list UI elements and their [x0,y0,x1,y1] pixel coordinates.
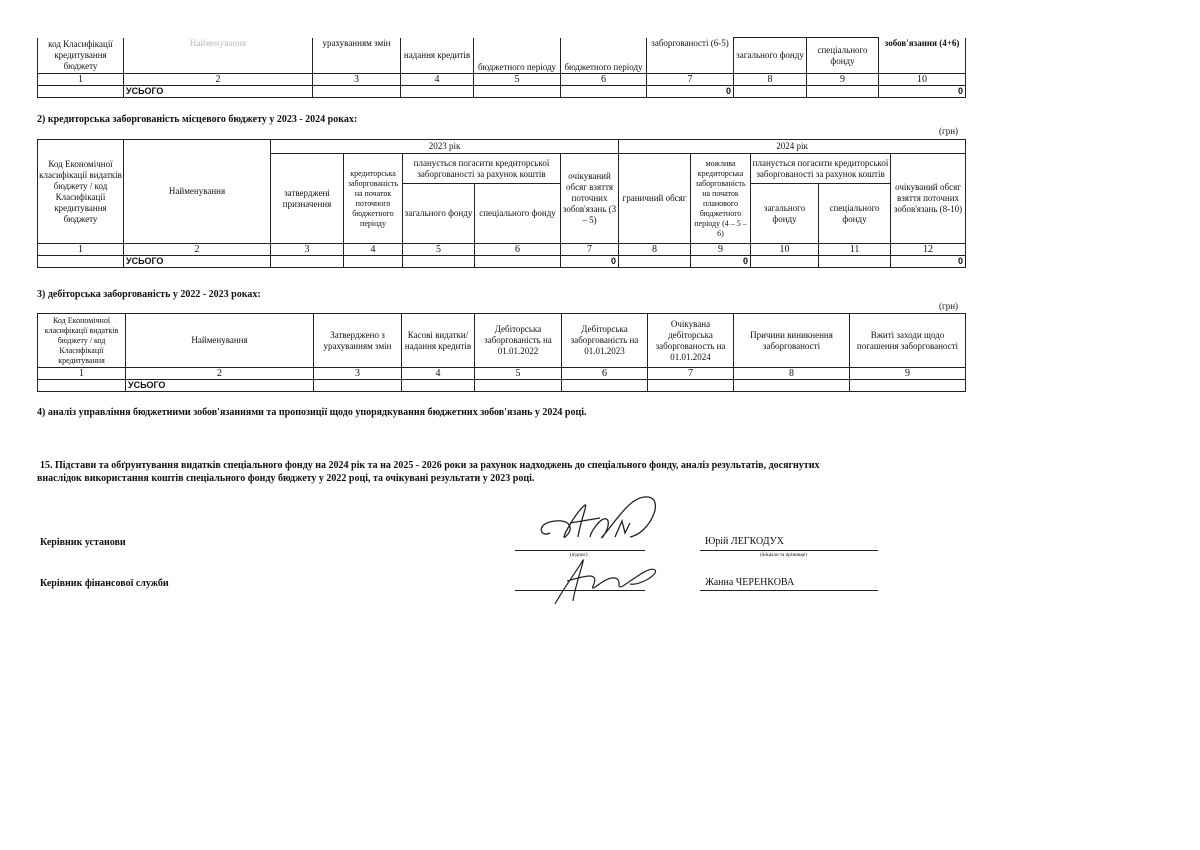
t1-header-col4: надання кредитів [401,38,474,74]
t2-total-col9: 0 [691,256,751,268]
t1-header-col3: урахуванням змін [313,38,401,74]
table-section2 [37,139,966,268]
t3-col-num: 3 [314,368,402,380]
section3-heading: 3) дебіторська заборгованість у 2022 - 2023 роках: [37,289,261,300]
t2-header-col2: Найменування [124,140,271,244]
signature-note: (підпис) [570,553,588,558]
t3-header-col5: Дебіторська заборгованість на 01.01.2022 [475,314,562,368]
t2-col-num: 6 [475,244,561,256]
t1-header-col7: заборгованості (6-5) [647,38,734,74]
t2-col-num: 8 [619,244,691,256]
t1-total-col10: 0 [879,86,966,98]
t3-col-num: 9 [850,368,966,380]
t2-col-num: 12 [891,244,966,256]
t1-col-num: 9 [807,74,879,86]
t2-col-num: 2 [124,244,271,256]
t2-col-num: 5 [403,244,475,256]
t2-header-col11: спеціального фонду [819,184,891,244]
t2-header-plan-2024: планується погасити кредиторської заборгованості за рахунок коштів [751,154,891,184]
t2-header-col1: Код Економічної класифікації видатків бюджету / код Класифікації кредитування бюджету [38,140,124,244]
section15-line1: 15. Підстави та обґрунтування видатків спеціального фонду на 2024 рік та на 2025 - 2026 роки за рахунок надходжень до спеціального фонду, аналіз результатів, досягнутих [40,460,820,471]
t2-header-col4: кредиторська заборгованість на початок поточного бюджетного періоду [344,154,403,244]
t1-col-num: 1 [38,74,124,86]
t2-header-plan-2023: планується погасити кредиторської заборгованості за рахунок коштів [403,154,561,184]
head-of-finance-label: Керівник фінансової служби [40,578,169,589]
t3-total-row [38,380,966,392]
t2-header-col8: граничний обсяг [619,154,691,244]
t1-col-num: 4 [401,74,474,86]
t2-header-year2024: 2024 рік [619,140,966,154]
section3-unit: (грн) [939,301,959,311]
table-section1 [37,37,966,98]
finance-name-line [700,590,878,591]
t3-header-col9: Вжиті заходи щодо погашення заборгованості [850,314,966,368]
section4-heading: 4) аналіз управління бюджетними зобов'язаннями та пропозиції щодо упорядкування бюджетних зобов'язань у 2024 році. [37,407,587,418]
t1-col-num: 10 [879,74,966,86]
t2-col-num: 7 [561,244,619,256]
name-note: (ініціали та прізвище) [760,553,807,558]
t3-col-num: 2 [126,368,314,380]
t2-header-col3: затверджені призначення [271,154,344,244]
t3-header-col2: Найменування [126,314,314,368]
t2-header-col6: спеціального фонду [475,184,561,244]
t3-header-col1: Код Економічної класифікації видатків бюджету / код Класифікації кредитування [38,314,126,368]
t1-col-num: 5 [474,74,561,86]
t1-header-col10: зобов'язання (4+6) [879,38,966,74]
t2-header-col9: можлива кредиторська заборгованість на початок планового бюджетного періоду (4 – 5 – 6) [691,154,751,244]
t2-col-num: 3 [271,244,344,256]
t1-col-num: 2 [124,74,313,86]
t1-header-col5: бюджетного періоду [474,38,561,74]
t1-total-label: УСЬОГО [124,86,313,98]
t2-header-col7: очікуваний обсяг взяття поточних зобов'язань (3 – 5) [561,154,619,244]
section2-unit: (грн) [939,126,959,136]
t1-total-row [38,86,966,98]
t1-col-num: 7 [647,74,734,86]
t3-header-col4: Касові видатки/ надання кредитів [402,314,475,368]
t1-header-col9: спеціального фонду [807,38,879,74]
head-of-institution-label: Керівник установи [40,537,126,548]
t2-header-col10: загального фонду [751,184,819,244]
t3-header-col8: Причини виникнення заборгованості [734,314,850,368]
t2-col-num: 11 [819,244,891,256]
t3-header-col6: Дебіторська заборгованість на 01.01.2023 [562,314,648,368]
finance-name: Жанна ЧЕРЕНКОВА [705,577,795,588]
t3-col-num: 5 [475,368,562,380]
t2-col-num: 9 [691,244,751,256]
signature-head-icon [530,493,670,553]
t3-col-num: 7 [648,368,734,380]
t2-total-label: УСЬОГО [124,256,271,268]
t3-col-num: 6 [562,368,648,380]
t1-col-num: 8 [734,74,807,86]
t2-col-num: 10 [751,244,819,256]
t3-total-label: УСЬОГО [126,380,314,392]
t2-header-col12: очікуваний обсяг взяття поточних зобов'язань (8-10) [891,154,966,244]
t3-col-numbers-row [38,368,966,380]
t2-total-row [38,256,966,268]
t2-col-numbers-row [38,244,966,256]
t2-total-col7: 0 [561,256,619,268]
t2-header-col5: загального фонду [403,184,475,244]
t2-header-year2023: 2023 рік [271,140,619,154]
t3-col-num: 1 [38,368,126,380]
table-section3 [37,313,966,392]
head-signature-line [515,550,645,551]
t1-col-num: 3 [313,74,401,86]
t1-header-col1: код Класифікації кредитування бюджету [38,38,124,74]
t1-total-col7: 0 [647,86,734,98]
t2-col-num: 4 [344,244,403,256]
finance-signature-line [515,590,645,591]
section2-heading: 2) кредиторська заборгованість місцевого бюджету у 2023 - 2024 роках: [37,114,358,125]
t2-total-col12: 0 [891,256,966,268]
section15-line2: внаслідок використання коштів спеціального фонду бюджету у 2022 році, та очікувані результати у 2023 році. [37,473,535,484]
t3-col-num: 4 [402,368,475,380]
t1-header-col2: Найменування [124,38,313,74]
t1-col-num: 6 [561,74,647,86]
t3-header-col7: Очікувана дебіторська заборгованость на 01.01.2024 [648,314,734,368]
t1-header-col8: загального фонду [734,38,807,74]
head-name-line [700,550,878,551]
t2-col-num: 1 [38,244,124,256]
t1-header-col6: бюджетного періоду [561,38,647,74]
t1-col-numbers-row [38,74,966,86]
t3-col-num: 8 [734,368,850,380]
signature-finance-icon [545,556,665,606]
t3-header-col3: Затверджено з урахуванням змін [314,314,402,368]
head-name: Юрій ЛЕГКОДУХ [705,536,784,547]
